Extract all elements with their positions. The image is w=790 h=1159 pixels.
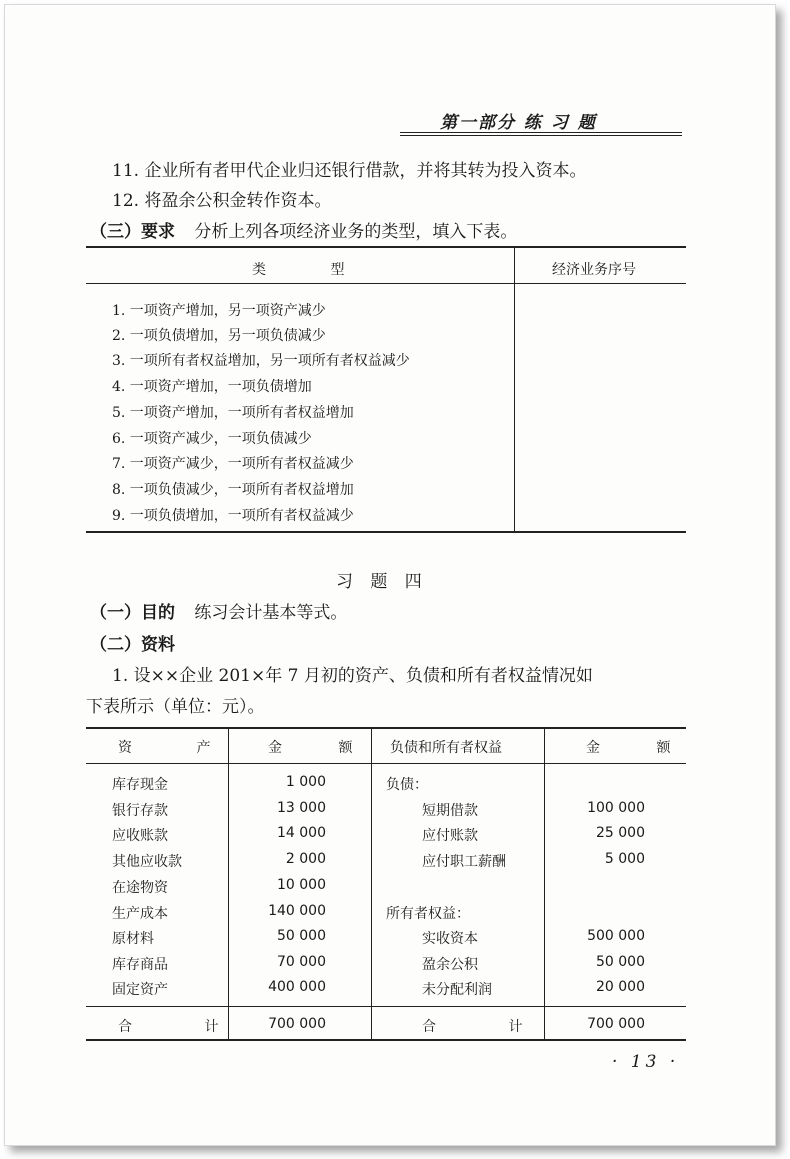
asset-amount: 140 000 [268,903,326,919]
material-label: （二）资料 [90,635,175,655]
exercise-title: 习 题 四 [336,572,428,592]
equity-name: 未分配利润 [422,982,492,998]
liability-amount: 25 000 [596,825,645,841]
balance-top-rule [86,727,686,729]
requirement-text: 分析上列各项经济业务的类型，填入下表。 [194,222,518,242]
type-row: 1. 一项资产增加，另一项资产减少 [112,303,326,319]
asset-amount: 70 000 [277,954,326,970]
item-12: 12. 将盈余公积金转作资本。 [112,191,332,211]
liability-name: 短期借款 [422,803,478,819]
purpose-label: （一）目的 [90,603,175,623]
asset-amount: 400 000 [268,979,326,995]
asset-name: 应收账款 [112,828,168,844]
item-11: 11. 企业所有者甲代企业归还银行借款，并将其转为投入资本。 [112,161,587,181]
equity-amount: 50 000 [596,954,645,970]
requirement-label: （三）要求 [90,222,175,242]
type-row: 5. 一项资产增加，一项所有者权益增加 [112,405,354,421]
total-label-left: 合 计 [118,1019,253,1035]
balance-bottom-rule [86,1039,686,1041]
page-number: · 13 · [612,1052,680,1072]
type-table-top-rule [86,246,686,248]
asset-name: 原材料 [112,931,154,947]
type-row: 3. 一项所有者权益增加，另一项所有者权益减少 [112,353,410,369]
liability-name: 应付职工薪酬 [422,854,506,870]
asset-amount: 14 000 [277,825,326,841]
material-text-1: 1. 设××企业 201×年 7 月初的资产、负债和所有者权益情况如 [112,666,593,686]
equity-amount: 20 000 [596,979,645,995]
total-liab-equity: 700 000 [587,1016,645,1032]
asset-amount: 50 000 [277,928,326,944]
liability-amount: 100 000 [587,800,645,816]
header-rule [400,132,682,133]
type-table-divider [514,247,515,531]
type-col-header: 类 型 [252,262,375,278]
hdr-assets: 资 产 [118,740,241,756]
hdr-liab-equity: 负债和所有者权益 [390,740,502,756]
equity-name: 实收资本 [422,931,478,947]
hdr-amount-2: 金 额 [586,740,697,756]
purpose-line [90,598,347,623]
header-rule-2 [400,135,682,136]
running-title: 第一部分 练 习 题 [440,113,597,133]
asset-name: 在途物资 [112,880,168,896]
asset-name: 其他应收款 [112,854,182,870]
asset-name: 库存现金 [112,777,168,793]
material-text-2: 下表所示（单位：元）。 [86,697,265,717]
asset-name: 银行存款 [112,803,168,819]
type-table-header-rule [86,283,686,284]
asset-name: 库存商品 [112,957,168,973]
liability-name: 应付账款 [422,828,478,844]
total-assets: 700 000 [268,1016,326,1032]
asset-amount: 1 000 [285,774,326,790]
hdr-amount: 金 额 [268,740,379,756]
type-row: 6. 一项资产减少，一项负债减少 [112,431,312,447]
balance-divider-1 [228,728,229,1039]
asset-amount: 2 000 [285,851,326,867]
liabilities-label: 负债： [386,777,428,793]
asset-name: 固定资产 [112,982,168,998]
balance-divider-2 [371,728,372,1039]
equity-label: 所有者权益： [386,906,470,922]
type-row: 4. 一项资产增加，一项负债增加 [112,379,312,395]
equity-name: 盈余公积 [422,957,478,973]
type-row: 2. 一项负债增加，另一项负债减少 [112,328,326,344]
type-row: 9. 一项负债增加，一项所有者权益减少 [112,508,354,524]
balance-total-rule [86,1006,686,1007]
type-table-bottom-rule [86,531,686,533]
liability-amount: 5 000 [604,851,645,867]
asset-amount: 10 000 [277,877,326,893]
asset-amount: 13 000 [277,800,326,816]
asset-name: 生产成本 [112,906,168,922]
requirement-line [90,217,517,242]
type-row: 8. 一项负债减少，一项所有者权益增加 [112,482,354,498]
total-label-right: 合 计 [422,1019,557,1035]
purpose-text: 练习会计基本等式。 [194,603,348,623]
equity-amount: 500 000 [587,928,645,944]
type-row: 7. 一项资产减少，一项所有者权益减少 [112,456,354,472]
balance-header-rule [86,763,686,764]
seq-col-header: 经济业务序号 [552,262,636,278]
balance-divider-3 [544,728,545,1039]
